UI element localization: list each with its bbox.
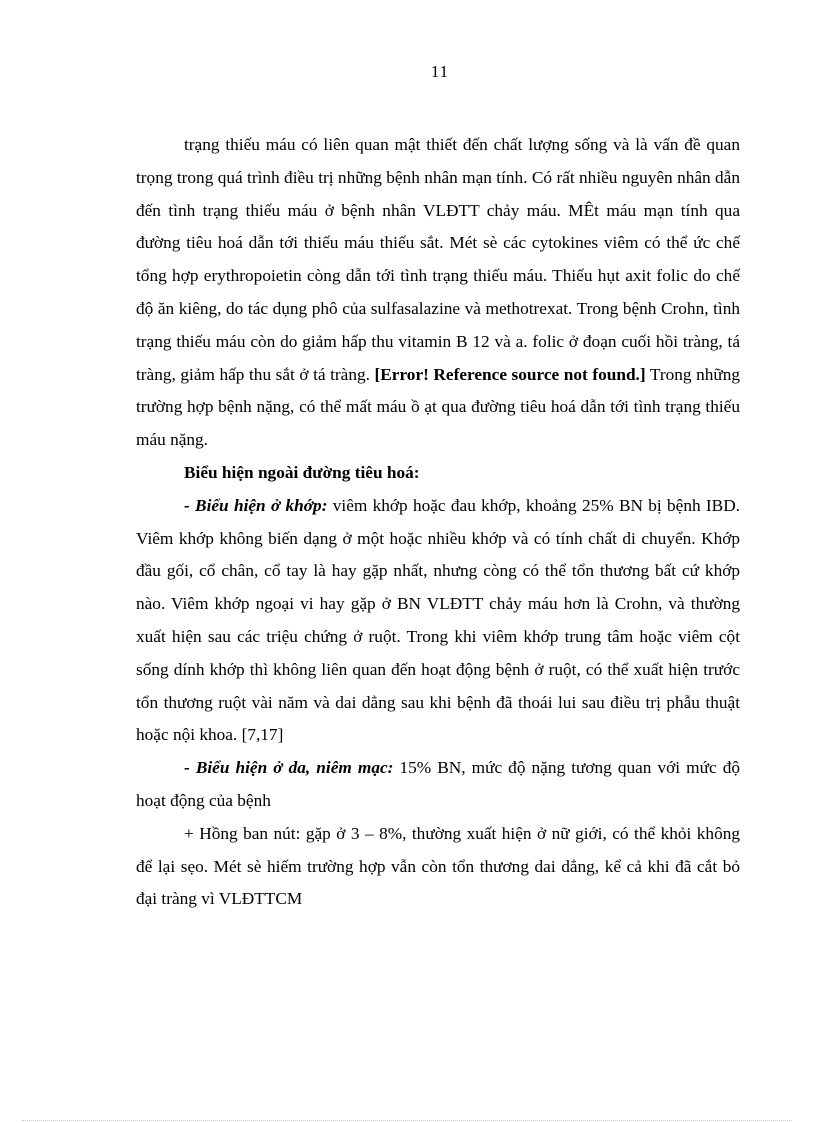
document-body <box>136 129 740 916</box>
erythema-text: + Hồng ban nút: gặp ở 3 – 8%, thường xuất hiện ở nữ giới, có thể khỏi không để lại sẹo. Mét sè hiếm trường hợp vẫn còn tổn thương dai dẳng, kể cả khi đã cắt bỏ đại tràng vì VLĐTTCM <box>136 823 740 909</box>
paragraph-erythema <box>136 818 740 916</box>
paragraph-skin <box>136 752 740 818</box>
page-number: 11 <box>430 62 450 81</box>
joint-text: viêm khớp hoặc đau khớp, khoảng 25% BN bị bệnh IBD. Viêm khớp không biến dạng ở một hoặc nhiều khớp và có tính chất di chuyển. Khớp đầu gối, cổ chân, cổ tay là hay gặp nhất, nhưng còng có thể tổn thương bất cứ khớp nào. Viêm khớp ngoại vi hay gặp ở BN VLĐTT chảy máu hơn là Crohn, và thường xuất hiện sau các triệu chứng ở ruột. Trong khi viêm khớp trung tâm hoặc viêm cột sống dính khớp thì không liên quan đến hoạt động bệnh ở ruột, có thể xuất hiện trước tổn thương ruột vài năm và dai dẳng sau khi bệnh đã thoái lui sau điều trị phẫu thuật hoặc nội khoa. [7,17] <box>136 495 740 745</box>
page-bottom-divider <box>22 1120 792 1121</box>
section-heading-extraintestinal: Biểu hiện ngoài đường tiêu hoá: <box>184 462 420 482</box>
paragraph-anemia <box>136 129 740 457</box>
reference-error: [Error! Reference source not found.] <box>374 364 646 384</box>
anemia-tail-text: Trong những trường hợp bệnh nặng, có thể mất máu ồ ạt qua đường tiêu hoá dẫn tới tình trạng thiếu máu nặng. <box>136 364 740 450</box>
paragraph-joint <box>136 490 740 752</box>
joint-label: - Biểu hiện ở khớp: <box>184 495 328 515</box>
skin-label: - Biểu hiện ở da, niêm mạc: <box>184 758 394 778</box>
anemia-text: trạng thiếu máu có liên quan mật thiết đến chất lượng sống và là vấn đề quan trọng trong quá trình điều trị những bệnh nhân mạn tính. Có rất nhiều nguyên nhân dẫn đến tình trạng thiếu máu ở bệnh nhân VLĐTT chảy máu. MÊt máu mạn tính qua đường tiêu hoá dẫn tới thiếu máu thiếu sắt. Mét sè các cytokines viêm có thể ức chế tổng hợp erythropoietin còng dẫn tới tình trạng thiếu máu. Thiếu hụt axit folic do chế độ ăn kiêng, do tác dụng phô của sulfasalazine và methotrexat. Trong bệnh Crohn, tình trạng thiếu máu còn do giảm hấp thu vitamin B 12 và a. folic ở đoạn cuối hồi tràng, tá tràng, giảm hấp thu sắt ở tá tràng. <box>136 135 740 384</box>
skin-text: 15% BN, mức độ nặng tương quan với mức độ hoạt động của bệnh <box>136 758 741 810</box>
